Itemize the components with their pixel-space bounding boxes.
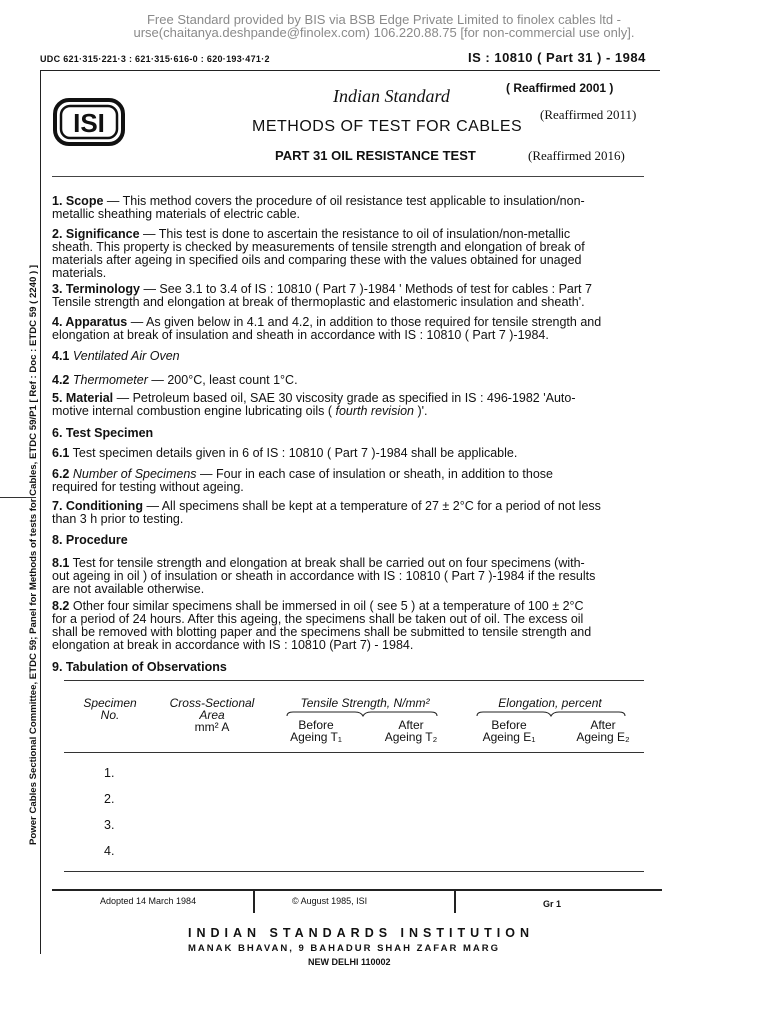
udc-code: UDC 621·315·221·3 : 621·315·616-0 : 620·193·471·2 — [40, 54, 270, 64]
clause-7-line: — All specimens shall be kept at a temperature of 27 ± 2°C for a period of not less — [142, 499, 601, 513]
clause-6-2-number: 6.2 — [52, 467, 70, 481]
copyright-line: © August 1985, ISI — [292, 896, 368, 906]
clause-7-line: than 3 h prior to testing. — [52, 512, 184, 526]
clause-8-1-number: 8.1 — [52, 556, 70, 570]
elongation-brace — [477, 712, 625, 716]
clause-7-heading: 7. Conditioning — [52, 499, 143, 513]
tensile-after-header — [376, 719, 446, 743]
clause-8-heading: 8. Procedure — [52, 533, 128, 547]
watermark-line-1: Free Standard provided by BIS via BSB Edge Private Limited to finolex cables ltd - — [146, 12, 622, 27]
clause-6-2-line: required for testing without ageing. — [52, 480, 244, 494]
watermark — [0, 13, 768, 39]
document-title: METHODS OF TEST FOR CABLES — [252, 118, 523, 135]
ageing-t1-label: Ageing T₁ — [290, 730, 342, 744]
clause-9 — [52, 661, 227, 674]
col-specimen-line: No. — [100, 708, 120, 722]
table-row: 2. — [104, 792, 115, 806]
reaffirmed-2011: (Reaffirmed 2011) — [540, 107, 637, 122]
before-label: Before — [491, 718, 527, 732]
clause-4-2 — [52, 374, 298, 387]
col-specimen-header — [72, 697, 148, 721]
col-specimen-line: Specimen — [83, 696, 137, 710]
price-group: Gr 1 — [543, 899, 562, 909]
clause-3-line: — See 3.1 to 3.4 of IS : 10810 ( Part 7 )-1984 ' Methods of test for cables : Part 7 — [139, 282, 592, 296]
elong-before-header — [474, 719, 544, 743]
clause-5-line: )'. — [414, 404, 428, 418]
clause-4-1-number: 4.1 — [52, 349, 70, 363]
table-top-rule — [64, 680, 644, 681]
clause-6-2-label: Number of Specimens — [69, 467, 197, 481]
clause-8-2-line: for a period of 24 hours. After this ageing, the specimens shall be taken out of oil. The excess oil — [52, 612, 584, 626]
adopted-date: Adopted 14 March 1984 — [100, 896, 197, 906]
tensile-brace — [287, 712, 437, 716]
indian-standard-heading: Indian Standard — [333, 86, 450, 106]
institution-address: MANAK BHAVAN, 9 BAHADUR SHAH ZAFAR MARG — [188, 943, 500, 954]
before-label: Before — [298, 718, 334, 732]
reaffirmed-2016: (Reaffirmed 2016) — [528, 148, 625, 163]
clause-2-line: materials after ageing in specified oils and comparing these with the values obtained for unaged — [52, 253, 582, 267]
table-bottom-rule — [64, 871, 644, 872]
col-area-header — [160, 697, 264, 733]
clause-5-italic: fourth revision — [335, 404, 414, 418]
ageing-e2-label: Ageing E₂ — [576, 730, 630, 744]
clause-6-2-line: — Four in each case of insulation or sheath, in addition to those — [196, 467, 553, 481]
clause-8-2-line: shall be removed with blotting paper and the specimens shall be submitted to tensile strength and — [52, 625, 592, 639]
standard-number: IS : 10810 ( Part 31 ) - 1984 — [468, 50, 646, 65]
clause-4 — [52, 316, 601, 342]
clause-8-2-number: 8.2 — [52, 599, 70, 613]
clause-4-1-text: Ventilated Air Oven — [69, 349, 180, 363]
isi-logo — [52, 97, 126, 147]
after-label: After — [590, 718, 616, 732]
clause-4-2-number: 4.2 — [52, 373, 70, 387]
clause-1-line: — This method covers the procedure of oil resistance test applicable to insulation/non- — [103, 194, 585, 208]
reaffirmed-2001: ( Reaffirmed 2001 ) — [506, 81, 614, 95]
logo-text: ISI — [73, 108, 105, 138]
elongation-label: Elongation, percent — [498, 696, 602, 710]
bottom-divider — [253, 891, 255, 913]
table-row: 3. — [104, 818, 115, 832]
frame-top-rule — [40, 70, 660, 71]
clause-6-1-number: 6.1 — [52, 446, 70, 460]
clause-8 — [52, 534, 128, 547]
clause-6-heading: 6. Test Specimen — [52, 426, 154, 440]
clause-2 — [52, 228, 585, 280]
clause-4-heading: 4. Apparatus — [52, 315, 128, 329]
clause-8-1 — [52, 557, 595, 596]
clause-4-2-text: — 200°C, least count 1°C. — [147, 373, 298, 387]
clause-8-2 — [52, 600, 591, 652]
margin-tick — [0, 497, 36, 498]
clause-4-line: elongation at break of insulation and sheath in accordance with IS : 10810 ( Part 7 )-1984. — [52, 328, 549, 342]
tensile-before-header — [282, 719, 350, 743]
part-title: PART 31 OIL RESISTANCE TEST — [275, 148, 476, 163]
committee-sidebar: Power Cables Sectional Committee, ETDC 59; Panel for Methods of tests for Cables, ETDC 59/P1 [ Ref : Doc : ETDC 59 ( 2240 ) ] — [28, 264, 39, 845]
clause-2-heading: 2. Significance — [52, 227, 140, 241]
clause-6-1 — [52, 447, 517, 460]
clause-5-line: motive internal combustion engine lubricating oils ( — [52, 404, 336, 418]
bottom-rule — [52, 889, 662, 891]
clause-8-1-line: out ageing in oil ) of insulation or sheath in accordance with IS : 10810 ( Part 7 )-1984 if the results — [52, 569, 596, 583]
clause-6-1-text: Test specimen details given in 6 of IS : 10810 ( Part 7 )-1984 shall be applicable. — [69, 446, 518, 460]
clause-9-heading: 9. Tabulation of Observations — [52, 660, 227, 674]
col-area-line: Cross-Sectional — [169, 696, 255, 710]
ageing-t2-label: Ageing T₂ — [384, 730, 438, 744]
header-rule — [52, 176, 644, 177]
tensile-strength-header — [285, 697, 445, 709]
after-label: After — [398, 718, 424, 732]
clause-4-1 — [52, 350, 180, 363]
clause-5-heading: 5. Material — [52, 391, 114, 405]
clause-6 — [52, 427, 153, 440]
clause-1-line: metallic sheathing materials of electric cable. — [52, 207, 301, 221]
clause-4-2-label: Thermometer — [69, 373, 148, 387]
clause-2-line: — This test is done to ascertain the resistance to oil of insulation/non-metallic — [139, 227, 571, 241]
clause-2-line: materials. — [52, 266, 107, 280]
clause-8-2-line: elongation at break in accordance with IS : 10810 (Part 7) - 1984. — [52, 638, 414, 652]
col-area-line: Area — [199, 708, 225, 722]
watermark-line-2: urse(chaitanya.deshpande@finolex.com) 106.220.88.75 [for non-commercial use only]. — [133, 25, 635, 40]
clause-1-heading: 1. Scope — [52, 194, 104, 208]
clause-2-line: sheath. This property is checked by measurements of tensile strength and elongation of break of — [52, 240, 585, 254]
col-area-line: mm² A — [194, 720, 230, 734]
clause-3-line: Tensile strength and elongation at break of thermoplastic and elastomeric insulation and sheath'. — [52, 295, 585, 309]
table-header-rule — [64, 752, 644, 753]
frame-left-rule — [40, 70, 41, 954]
clause-8-1-line: are not available otherwise. — [52, 582, 205, 596]
clause-4-line: — As given below in 4.1 and 4.2, in addition to those required for tensile strength and — [127, 315, 602, 329]
elong-after-header — [568, 719, 638, 743]
clause-5-line: — Petroleum based oil, SAE 30 viscosity grade as specified in IS : 496-1982 'Auto- — [113, 391, 576, 405]
institution-city: NEW DELHI 110002 — [308, 957, 391, 967]
clause-6-2 — [52, 468, 553, 494]
table-row: 4. — [104, 844, 115, 858]
institution-name: INDIAN STANDARDS INSTITUTION — [188, 926, 535, 940]
clause-8-2-line: Other four similar specimens shall be immersed in oil ( see 5 ) at a temperature of 100 ± 2°C — [69, 599, 584, 613]
clause-8-1-line: Test for tensile strength and elongation at break shall be carried out on four specimens (with- — [69, 556, 585, 570]
clause-3-heading: 3. Terminology — [52, 282, 140, 296]
ageing-e1-label: Ageing E₁ — [482, 730, 536, 744]
clause-3 — [52, 283, 592, 309]
table-row: 1. — [104, 766, 115, 780]
clause-5 — [52, 392, 576, 418]
tensile-strength-label: Tensile Strength, N/mm² — [300, 696, 430, 710]
clause-1 — [52, 195, 585, 221]
bottom-divider — [454, 891, 456, 913]
clause-7 — [52, 500, 601, 526]
elongation-header — [470, 697, 630, 709]
